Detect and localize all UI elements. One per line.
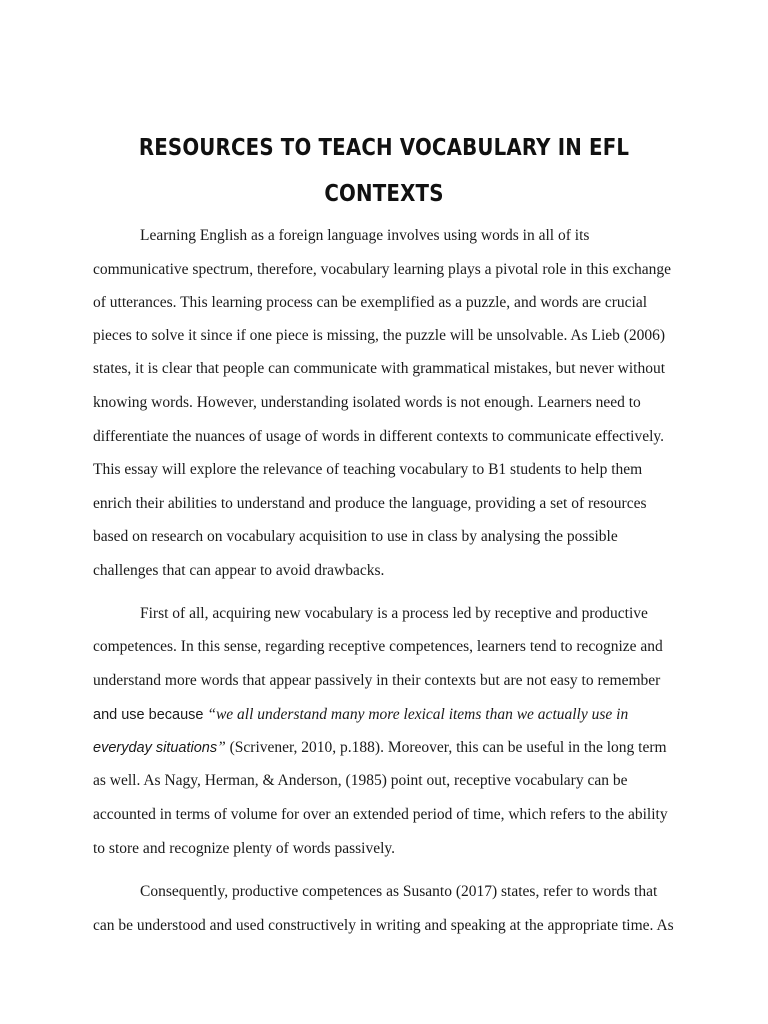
paragraph-1-line: states, it is clear that people can communicate with grammatical mistakes, but never without <box>93 360 666 377</box>
paragraph-2-line: to store and recognize plenty of words passively. <box>93 840 396 857</box>
paragraph-1-line: communicative spectrum, therefore, vocabulary learning plays a pivotal role in this exchange <box>93 261 672 278</box>
paragraph-1-line: based on research on vocabulary acquisition to use in class by analysing the possible <box>93 528 618 545</box>
paragraph-1-line: challenges that can appear to avoid drawbacks. <box>93 562 385 579</box>
paragraph-1-line: knowing words. However, understanding isolated words is not enough. Learners need to <box>93 394 641 411</box>
quotation-text: everyday situations <box>93 740 218 756</box>
paragraph-1-line: enrich their abilities to understand and produce the language, providing a set of resources <box>93 495 647 512</box>
quotation-text: “we all understand many more lexical items than we actually use in <box>203 706 629 723</box>
paragraph-2-lead-text: and use because <box>93 707 204 723</box>
paragraph-2-line: First of all, acquiring new vocabulary is a process led by receptive and productive <box>140 605 648 622</box>
document-title-line-1: RESOURCES TO TEACH VOCABULARY IN EFL <box>138 135 630 161</box>
paragraph-2-line <box>93 705 628 725</box>
paragraph-1-line: This essay will explore the relevance of teaching vocabulary to B1 students to help them <box>93 461 643 478</box>
paragraph-1-line: pieces to solve it since if one piece is missing, the puzzle will be unsolvable. As Lieb (2006) <box>93 327 666 344</box>
paragraph-1-line: differentiate the nuances of usage of words in different contexts to communicate effectively. <box>93 428 664 445</box>
paragraph-2-line: understand more words that appear passively in their contexts but are not easy to remember <box>93 672 661 689</box>
paragraph-2-line: competences. In this sense, regarding receptive competences, learners tend to recognize and <box>93 638 663 655</box>
paragraph-3-line: Consequently, productive competences as Susanto (2017) states, refer to words that <box>140 883 658 900</box>
document-title-line-2: CONTEXTS <box>324 181 444 207</box>
paragraph-2-line <box>93 738 667 758</box>
quotation-close-mark: ” <box>217 739 226 756</box>
paragraph-1-line: of utterances. This learning process can be exemplified as a puzzle, and words are crucial <box>93 294 648 311</box>
paragraph-2-line: as well. As Nagy, Herman, & Anderson, (1985) point out, receptive vocabulary can be <box>93 772 628 789</box>
citation-text: (Scrivener, 2010, p.188). Moreover, this can be useful in the long term <box>225 739 667 756</box>
paragraph-1-line: Learning English as a foreign language involves using words in all of its <box>140 227 590 244</box>
paragraph-2-line: accounted in terms of volume for over an extended period of time, which refers to the ability <box>93 806 668 823</box>
paragraph-3-line: can be understood and used constructively in writing and speaking at the appropriate time. As <box>93 917 674 934</box>
